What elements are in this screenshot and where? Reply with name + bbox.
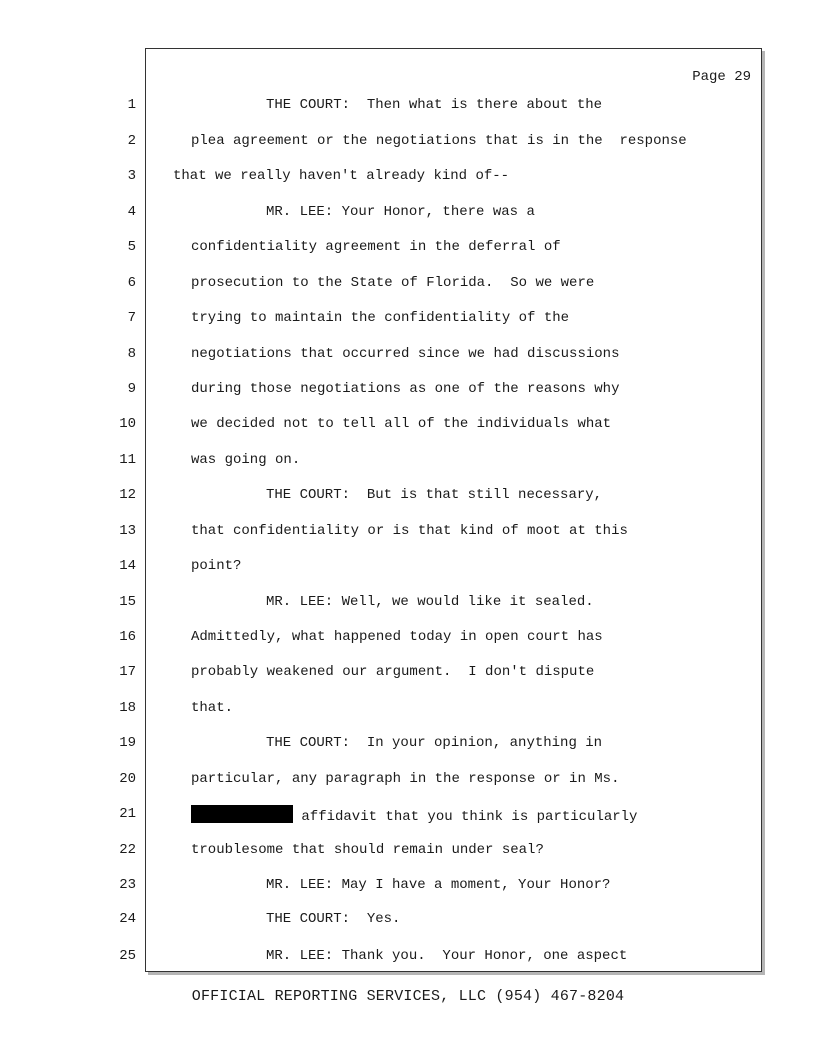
line-number: 9 xyxy=(127,381,136,397)
line-number: 24 xyxy=(119,911,136,927)
transcript-line: that. xyxy=(191,700,234,716)
line-number: 17 xyxy=(119,664,136,680)
line-number: 21 xyxy=(119,806,136,822)
transcript-line: Admittedly, what happened today in open court has xyxy=(191,629,603,645)
transcript-line: THE COURT: Then what is there about the xyxy=(266,97,603,113)
line-number: 19 xyxy=(119,735,136,751)
transcript-line: plea agreement or the negotiations that is in the response xyxy=(191,133,687,149)
line-number: 6 xyxy=(127,275,136,291)
line-number: 7 xyxy=(127,310,136,326)
line-number: 11 xyxy=(119,452,136,468)
line-number: 23 xyxy=(119,877,136,893)
reporter-footer: OFFICIAL REPORTING SERVICES, LLC (954) 467-8204 xyxy=(191,988,625,1005)
line-number: 15 xyxy=(119,594,136,610)
line-number: 1 xyxy=(127,97,136,113)
line-number: 13 xyxy=(119,523,136,539)
transcript-line: was going on. xyxy=(191,452,301,468)
transcript-line: THE COURT: In your opinion, anything in xyxy=(266,735,603,751)
line-number: 4 xyxy=(127,204,136,220)
transcript-line: MR. LEE: Your Honor, there was a xyxy=(266,204,535,220)
line-number: 18 xyxy=(119,700,136,716)
transcript-line: THE COURT: Yes. xyxy=(266,911,401,927)
transcript-line: particular, any paragraph in the response or in Ms. xyxy=(191,771,620,787)
line-number: 5 xyxy=(127,239,136,255)
line-number: 10 xyxy=(119,416,136,432)
line-number: 14 xyxy=(119,558,136,574)
transcript-line: MR. LEE: May I have a moment, Your Honor? xyxy=(266,877,611,893)
line-number: 8 xyxy=(127,346,136,362)
transcript-line: probably weakened our argument. I don't dispute xyxy=(191,664,595,680)
transcript-line-redacted xyxy=(191,805,637,826)
redaction-bar xyxy=(191,805,293,823)
transcript-line: that confidentiality or is that kind of moot at this xyxy=(191,523,628,539)
line-number: 25 xyxy=(119,948,136,964)
transcript-line: we decided not to tell all of the individuals what xyxy=(191,416,612,432)
line-number: 16 xyxy=(119,629,136,645)
transcript-line: that we really haven't already kind of-- xyxy=(173,168,510,184)
transcript-line: trying to maintain the confidentiality of the xyxy=(191,310,570,326)
transcript-line: prosecution to the State of Florida. So we were xyxy=(191,275,595,291)
page-number: Page 29 xyxy=(692,69,751,85)
line-number: 2 xyxy=(127,133,136,149)
transcript-line: point? xyxy=(191,558,242,574)
line-number: 3 xyxy=(127,168,136,184)
transcript-line: troublesome that should remain under seal? xyxy=(191,842,544,858)
line-number: 22 xyxy=(119,842,136,858)
line-number: 12 xyxy=(119,487,136,503)
transcript-line: MR. LEE: Thank you. Your Honor, one aspect xyxy=(266,948,628,964)
transcript-line: THE COURT: But is that still necessary, xyxy=(266,487,603,503)
transcript-line: confidentiality agreement in the deferral of xyxy=(191,239,561,255)
transcript-line: MR. LEE: Well, we would like it sealed. xyxy=(266,594,594,610)
transcript-line: during those negotiations as one of the reasons why xyxy=(191,381,620,397)
line-number: 20 xyxy=(119,771,136,787)
transcript-line: negotiations that occurred since we had discussions xyxy=(191,346,620,362)
transcript-line-text: affidavit that you think is particularly xyxy=(293,809,638,825)
